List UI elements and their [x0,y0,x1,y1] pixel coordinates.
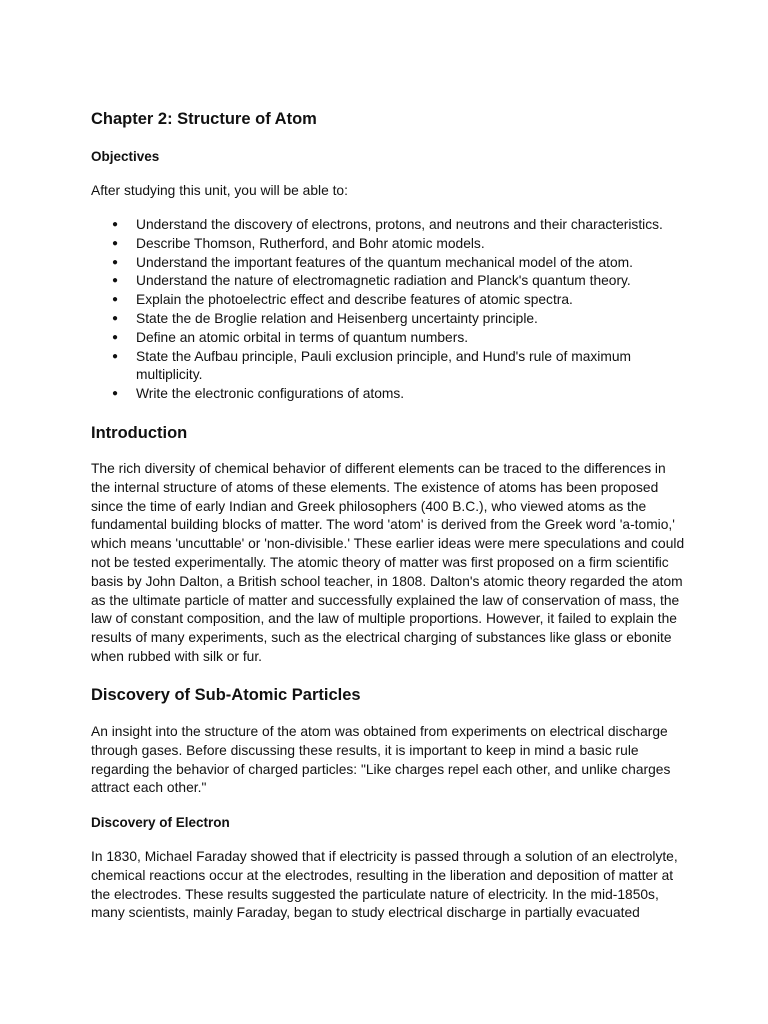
bullet-icon: ● [112,256,119,268]
objectives-heading: Objectives [91,149,160,164]
list-item [91,291,691,310]
bullet-icon: ● [112,237,119,249]
bullet-icon: ● [112,219,119,230]
bullet-icon: ● [112,350,119,362]
bullet-icon: ● [112,312,119,324]
list-item-text: State the de Broglie relation and Heisenberg uncertainty principle. [136,310,538,326]
list-item-text: Understand the important features of the quantum mechanical model of the atom. [136,254,633,270]
list-item-text: Understand the discovery of electrons, protons, and neutrons and their characteristics. [136,217,663,232]
list-item [91,216,691,235]
list-item [91,329,691,348]
electron-paragraph: In 1830, Michael Faraday showed that if electricity is passed through a solution of an electrolyte, chemical reactions occur at the electrodes, resulting in the liberation and deposition of matter at the electrodes. These results suggested the particulate nature of electricity. In the mid-1850s, many scientists, mainly Faraday, began to study electrical discharge in partially evacuated [91,849,678,921]
list-item [91,254,691,273]
introduction-paragraph: The rich diversity of chemical behavior of different elements can be traced to the differences in the internal structure of atoms of these elements. The existence of atoms has been proposed since the time of early Indian and Greek philosophers (400 B.C.), who viewed atoms as the fundamental building blocks of matter. The word 'atom' is derived from the Greek word 'a-tomio,' which means 'uncuttable' or 'non-divisible.' These earlier ideas were mere speculations and could not be tested experimentally. The atomic theory of matter was first proposed on a firm scientific basis by John Dalton, a British school teacher, in 1808. Dalton's atomic theory regarded the atom as the ultimate particle of matter and successfully explained the law of conservation of mass, the law of constant composition, and the law of multiple proportions. However, it failed to explain the results of many experiments, such as the electrical charging of substances like glass or ebonite when rubbed with silk or fur. [91,461,685,664]
list-item-text: State the Aufbau principle, Pauli exclusion principle, and Hund's rule of maximum multiplicity. [136,348,631,383]
objectives-intro: After studying this unit, you will be able to: [91,183,348,198]
bullet-icon: ● [112,331,119,343]
electron-heading: Discovery of Electron [91,815,230,830]
list-item-text: Explain the photoelectric effect and describe features of atomic spectra. [136,292,573,308]
list-item [91,385,691,404]
subatomic-paragraph: An insight into the structure of the atom was obtained from experiments on electrical discharge through gases. Before discussing these results, it is important to keep in mind a basic rule regarding the behavior of charged particles: "Like charges repel each other, and unlike charges attract each other." [91,724,671,796]
chapter-title: Chapter 2: Structure of Atom [91,110,317,128]
list-item-text: Define an atomic orbital in terms of quantum numbers. [136,329,469,345]
bullet-icon: ● [112,275,119,287]
objectives-list [91,216,691,404]
introduction-heading: Introduction [91,424,188,442]
list-item [91,272,691,291]
list-item [91,310,691,329]
list-item-text: Write the electronic configurations of atoms. [136,386,405,402]
list-item [91,235,691,254]
list-item-text: Understand the nature of electromagnetic radiation and Planck's quantum theory. [136,273,631,289]
bullet-icon: ● [112,294,119,306]
bullet-icon: ● [112,388,119,400]
list-item [91,348,691,386]
subatomic-heading: Discovery of Sub-Atomic Particles [91,686,361,704]
list-item-text: Describe Thomson, Rutherford, and Bohr atomic models. [136,235,485,251]
